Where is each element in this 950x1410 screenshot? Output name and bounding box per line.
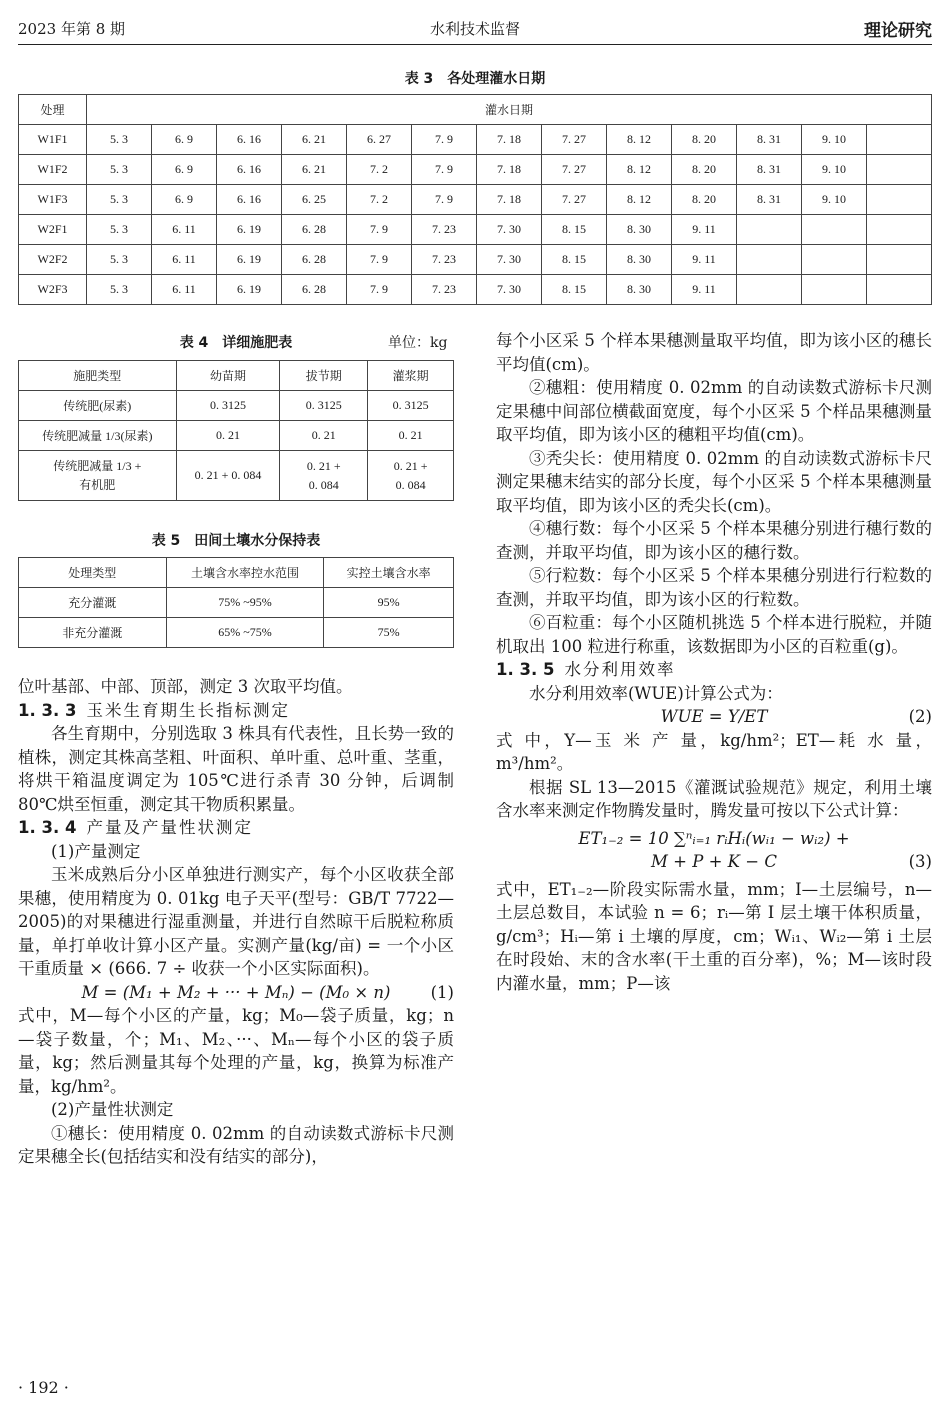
subheading: (1)产量测定 bbox=[51, 841, 141, 861]
table3-date-cell: 6. 16 bbox=[217, 155, 282, 185]
table3-treatment-cell: W2F3 bbox=[19, 275, 87, 305]
equation-3-line2 bbox=[496, 850, 932, 874]
table3-date-cell: 5. 3 bbox=[87, 155, 152, 185]
table4-cell: 传统肥减量 1/3(尿素) bbox=[19, 421, 177, 451]
table5-cell: 充分灌溉 bbox=[19, 588, 167, 618]
table3-date-cell: 9. 10 bbox=[802, 185, 867, 215]
equation-3-line1 bbox=[496, 827, 932, 851]
table5-cell: 75% bbox=[324, 618, 454, 648]
paragraph: 各生育期中，分别选取 3 株具有代表性，且长势一致的植株，测定其株高茎粗、叶面积、单叶重、总叶重、茎重，将烘干箱温度调定为 105℃进行杀青 30 分钟，后调制 80℃烘至恒重，测定其干物质积累量。 bbox=[18, 724, 454, 814]
table3-header-treatment: 处理 bbox=[19, 95, 87, 125]
table3-date-cell: 6. 9 bbox=[152, 125, 217, 155]
paragraph: ②穗粗：使用精度 0. 02mm 的自动读数式游标卡尺测定果穗中间部位横截面宽度，每个小区采 5 个样品果穗测量取平均值，即为该小区的穗粗平均值(cm)。 bbox=[496, 378, 932, 444]
paragraph: 水分利用效率(WUE)计算公式为： bbox=[529, 683, 783, 703]
table4-cell: 0. 21 bbox=[280, 421, 368, 451]
table5-header: 实控土壤含水率 bbox=[324, 558, 454, 588]
table4-cell-line: 0. 21 + bbox=[306, 458, 341, 473]
header-issue: 2023 年第 8 期 bbox=[18, 20, 126, 38]
table-row bbox=[19, 155, 932, 185]
table-row bbox=[19, 215, 932, 245]
equation-body: M + P + K − C bbox=[651, 852, 777, 871]
table3-date-cell: 6. 21 bbox=[282, 155, 347, 185]
table-row bbox=[19, 275, 932, 305]
right-column bbox=[496, 329, 932, 995]
table4-cell: 0. 3125 bbox=[280, 391, 368, 421]
table5-header: 土壤含水率控水范围 bbox=[166, 558, 324, 588]
table3-header-dates: 灌水日期 bbox=[87, 95, 932, 125]
paragraph: 式中，ET₁₋₂—阶段实际需水量，mm；I—土层编号，n—土层总数目，本试验 n = 6；rᵢ—第 I 层土壤干体积质量，g/cm³；Hᵢ—第 i 土壤的厚度，cm；Wᵢ₁、Wᵢ₂—第 i 土层在时段始、末的含水率(干土重的百分率)，%；M—该时段内灌水量，mm；P—该 bbox=[496, 879, 932, 993]
table5 bbox=[18, 557, 454, 648]
table3-date-cell bbox=[737, 245, 802, 275]
paragraph: 式中，M—每个小区的产量，kg；M₀—袋子质量，kg；n—袋子数量，个；M₁、M₂、···、Mₙ—每个小区的袋子质量，kg；然后测量其每个处理的产量，kg，换算为标准产量，kg/hm²。 bbox=[18, 1006, 454, 1096]
table5-header: 处理类型 bbox=[19, 558, 167, 588]
table3-date-cell: 5. 3 bbox=[87, 185, 152, 215]
table3-date-cell: 8. 20 bbox=[672, 155, 737, 185]
table-row bbox=[19, 245, 932, 275]
table3-date-cell: 6. 9 bbox=[152, 155, 217, 185]
section-number: 1. 3. 5 bbox=[496, 660, 555, 679]
section-heading-1-3-5 bbox=[496, 658, 932, 682]
header-journal: 水利技术监督 bbox=[429, 20, 520, 38]
table4-cell: 0. 21 bbox=[368, 421, 454, 451]
table5-cell: 75% ~95% bbox=[166, 588, 324, 618]
table5-caption: 表 5 田间土壤水分保持表 bbox=[151, 533, 321, 549]
table5-cell: 95% bbox=[324, 588, 454, 618]
table3-date-cell bbox=[867, 125, 932, 155]
table3-date-cell: 6. 9 bbox=[152, 185, 217, 215]
paragraph: ④穗行数：每个小区采 5 个样本果穗分别进行穗行数的查测，并取平均值，即为该小区的穗行数。 bbox=[496, 519, 932, 562]
table3-date-cell: 7. 27 bbox=[542, 185, 607, 215]
table-row bbox=[19, 588, 454, 618]
table3-date-cell: 7. 9 bbox=[412, 125, 477, 155]
table3-date-cell bbox=[867, 275, 932, 305]
subheading: (2)产量性状测定 bbox=[51, 1100, 174, 1119]
table3-date-cell: 6. 11 bbox=[152, 215, 217, 245]
table4-cell-line: 0. 21 + bbox=[393, 458, 428, 473]
table-row bbox=[19, 421, 454, 451]
section-title: 玉米生育期生长指标测定 bbox=[86, 700, 290, 720]
table3-date-cell: 6. 28 bbox=[282, 275, 347, 305]
table3-date-cell: 9. 11 bbox=[672, 215, 737, 245]
table4-cell: 0. 21 + 0. 084 bbox=[176, 451, 280, 501]
table3-date-cell: 7. 30 bbox=[477, 275, 542, 305]
table3-treatment-cell: W1F2 bbox=[19, 155, 87, 185]
equation-1 bbox=[18, 981, 454, 1005]
table3-date-cell: 6. 19 bbox=[217, 275, 282, 305]
table3-date-cell: 9. 11 bbox=[672, 275, 737, 305]
table3-date-cell: 9. 11 bbox=[672, 245, 737, 275]
table3-date-cell: 7. 27 bbox=[542, 155, 607, 185]
table3-date-cell: 7. 18 bbox=[477, 185, 542, 215]
table3-date-cell: 6. 16 bbox=[217, 125, 282, 155]
table4-cell bbox=[19, 451, 177, 501]
table3-date-cell: 6. 19 bbox=[217, 245, 282, 275]
table4-cell-line: 0. 084 bbox=[308, 477, 339, 492]
table-row bbox=[19, 185, 932, 215]
table4-header: 灌浆期 bbox=[368, 361, 454, 391]
table3-date-cell: 6. 11 bbox=[152, 275, 217, 305]
table3-date-cell: 8. 30 bbox=[607, 215, 672, 245]
equation-body: M = (M₁ + M₂ + ··· + Mₙ) − (M₀ × n) bbox=[81, 982, 391, 1002]
table-row bbox=[19, 391, 454, 421]
table3-date-cell: 8. 15 bbox=[542, 245, 607, 275]
table3-date-cell: 7. 23 bbox=[412, 215, 477, 245]
equation-number: (2) bbox=[908, 707, 932, 726]
table3-date-cell: 7. 23 bbox=[412, 245, 477, 275]
table3-date-cell: 7. 18 bbox=[477, 155, 542, 185]
table3-date-cell: 8. 31 bbox=[737, 185, 802, 215]
table3-date-cell: 8. 31 bbox=[737, 125, 802, 155]
table3-date-cell: 8. 12 bbox=[607, 125, 672, 155]
equation-body: ET₁₋₂ = 10 ∑ⁿᵢ₌₁ rᵢHᵢ(wᵢ₁ − wᵢ₂) + bbox=[578, 828, 850, 848]
table-row bbox=[19, 618, 454, 648]
table3-date-cell: 5. 3 bbox=[87, 125, 152, 155]
table3-date-cell bbox=[802, 245, 867, 275]
table5-cell: 65% ~75% bbox=[166, 618, 324, 648]
paragraph: 位叶基部、中部、顶部，测定 3 次取平均值。 bbox=[18, 677, 353, 696]
table4-cell: 0. 3125 bbox=[368, 391, 454, 421]
section-title: 产量及产量性状测定 bbox=[86, 818, 253, 837]
table3-date-cell: 8. 15 bbox=[542, 215, 607, 245]
table4-cell-line: 有机肥 bbox=[79, 477, 116, 492]
paragraph: 根据 SL 13—2015《灌溉试验规范》规定，利用土壤含水率来测定作物腾发量时，腾发量可按以下公式计算： bbox=[496, 777, 932, 820]
paragraph: 玉米成熟后分小区单独进行测实产，每个小区收获全部果穗，使用精度为 0. 01kg 电子天平(型号：GB/T 7722—2005)的对果穗进行湿重测量，并进行自然晾干后脱粒称质量，单打单收计算小区产量。实测产量(kg/亩) = 一个小区干重质量 × (666. 7 ÷ 收获一个小区实际面积)。 bbox=[18, 865, 454, 978]
table3-date-cell: 8. 15 bbox=[542, 275, 607, 305]
paragraph: ⑥百粒重：每个小区随机挑选 5 个样本进行脱粒，并随机取出 100 粒进行称重，该数据即为小区的百粒重(g)。 bbox=[496, 613, 932, 656]
paragraph: ③秃尖长：使用精度 0. 02mm 的自动读数式游标卡尺测定果穗末结实的部分长度，每个小区采 5 个样本果穗测量取平均值，即为该小区的秃尖长(cm)。 bbox=[496, 448, 932, 515]
table3-treatment-cell: W1F1 bbox=[19, 125, 87, 155]
table4-header: 拔节期 bbox=[280, 361, 368, 391]
table-row bbox=[19, 125, 932, 155]
table3-date-cell: 8. 31 bbox=[737, 155, 802, 185]
equation-number: (1) bbox=[430, 982, 454, 1002]
table3 bbox=[18, 94, 932, 305]
equation-body: WUE = Y/ET bbox=[660, 707, 768, 726]
table3-date-cell: 9. 10 bbox=[802, 155, 867, 185]
table3-date-cell: 7. 2 bbox=[347, 155, 412, 185]
paragraph: 每个小区采 5 个样本果穗测量取平均值，即为该小区的穗长平均值(cm)。 bbox=[496, 331, 932, 374]
table3-date-cell bbox=[867, 245, 932, 275]
paragraph: ①穗长：使用精度 0. 02mm 的自动读数式游标卡尺测定果穗全长(包括结实和没有结实的部分)， bbox=[18, 1123, 454, 1166]
table3-date-cell: 7. 9 bbox=[347, 215, 412, 245]
section-title: 水分利用效率 bbox=[564, 660, 676, 679]
left-column bbox=[18, 675, 454, 1169]
table3-date-cell: 7. 9 bbox=[347, 275, 412, 305]
table3-date-cell: 6. 27 bbox=[347, 125, 412, 155]
table3-treatment-cell: W1F3 bbox=[19, 185, 87, 215]
table3-date-cell: 6. 28 bbox=[282, 215, 347, 245]
table3-date-cell: 6. 19 bbox=[217, 215, 282, 245]
table3-date-cell: 6. 28 bbox=[282, 245, 347, 275]
table3-caption: 表 3 各处理灌水日期 bbox=[404, 71, 546, 87]
table3-date-cell: 8. 20 bbox=[672, 125, 737, 155]
header-rule bbox=[18, 44, 932, 45]
table4-cell bbox=[368, 451, 454, 501]
table4-header: 施肥类型 bbox=[19, 361, 177, 391]
page-number: · 192 · bbox=[18, 1378, 69, 1397]
equation-number: (3) bbox=[908, 852, 932, 871]
section-number: 1. 3. 3 bbox=[18, 700, 77, 720]
table3-date-cell: 6. 25 bbox=[282, 185, 347, 215]
table3-date-cell: 6. 21 bbox=[282, 125, 347, 155]
paragraph: ⑤行粒数：每个小区采 5 个样本果穗分别进行行粒数的查测，并取平均值，即为该小区的行粒数。 bbox=[496, 566, 932, 609]
table3-date-cell: 8. 30 bbox=[607, 245, 672, 275]
table5-cell: 非充分灌溉 bbox=[19, 618, 167, 648]
table3-date-cell: 6. 11 bbox=[152, 245, 217, 275]
table3-date-cell: 7. 30 bbox=[477, 245, 542, 275]
table3-date-cell: 5. 3 bbox=[87, 245, 152, 275]
table3-date-cell bbox=[802, 215, 867, 245]
table4-cell bbox=[280, 451, 368, 501]
table4-header: 幼苗期 bbox=[176, 361, 280, 391]
table3-date-cell bbox=[867, 185, 932, 215]
table3-date-cell: 5. 3 bbox=[87, 215, 152, 245]
table3-treatment-cell: W2F2 bbox=[19, 245, 87, 275]
table3-date-cell: 5. 3 bbox=[87, 275, 152, 305]
table3-date-cell bbox=[867, 155, 932, 185]
section-heading-1-3-4 bbox=[18, 816, 454, 840]
table3-date-cell: 8. 12 bbox=[607, 185, 672, 215]
section-number: 1. 3. 4 bbox=[18, 818, 77, 837]
table4-cell: 传统肥(尿素) bbox=[19, 391, 177, 421]
header-section: 理论研究 bbox=[864, 21, 932, 41]
table3-date-cell: 8. 20 bbox=[672, 185, 737, 215]
table3-date-cell: 7. 9 bbox=[412, 155, 477, 185]
table3-date-cell bbox=[737, 275, 802, 305]
table3-date-cell bbox=[802, 275, 867, 305]
table3-date-cell bbox=[867, 215, 932, 245]
table-row bbox=[19, 451, 454, 501]
table4-cell: 0. 3125 bbox=[176, 391, 280, 421]
table3-date-cell: 7. 2 bbox=[347, 185, 412, 215]
table4-caption: 表 4 详细施肥表 bbox=[179, 335, 293, 351]
section-heading-1-3-3 bbox=[18, 699, 454, 723]
table4-cell: 0. 21 bbox=[176, 421, 280, 451]
table3-date-cell: 7. 23 bbox=[412, 275, 477, 305]
table4-cell-line: 0. 084 bbox=[395, 477, 426, 492]
table4 bbox=[18, 360, 454, 501]
table3-date-cell: 7. 9 bbox=[347, 245, 412, 275]
paragraph: 式 中，Y—玉 米 产 量，kg/hm²；ET—耗 水 量，m³/hm²。 bbox=[496, 730, 932, 773]
table3-date-cell: 7. 27 bbox=[542, 125, 607, 155]
table3-treatment-cell: W2F1 bbox=[19, 215, 87, 245]
table3-date-cell: 7. 9 bbox=[412, 185, 477, 215]
equation-2 bbox=[496, 705, 932, 729]
table3-date-cell: 8. 12 bbox=[607, 155, 672, 185]
table3-date-cell: 7. 30 bbox=[477, 215, 542, 245]
table4-cell-line: 传统肥减量 1/3 + bbox=[53, 458, 142, 473]
table3-date-cell: 6. 16 bbox=[217, 185, 282, 215]
table3-date-cell: 8. 30 bbox=[607, 275, 672, 305]
table3-date-cell: 9. 10 bbox=[802, 125, 867, 155]
table3-date-cell bbox=[737, 215, 802, 245]
table3-date-cell: 7. 18 bbox=[477, 125, 542, 155]
table4-unit: 单位：kg bbox=[388, 335, 448, 351]
